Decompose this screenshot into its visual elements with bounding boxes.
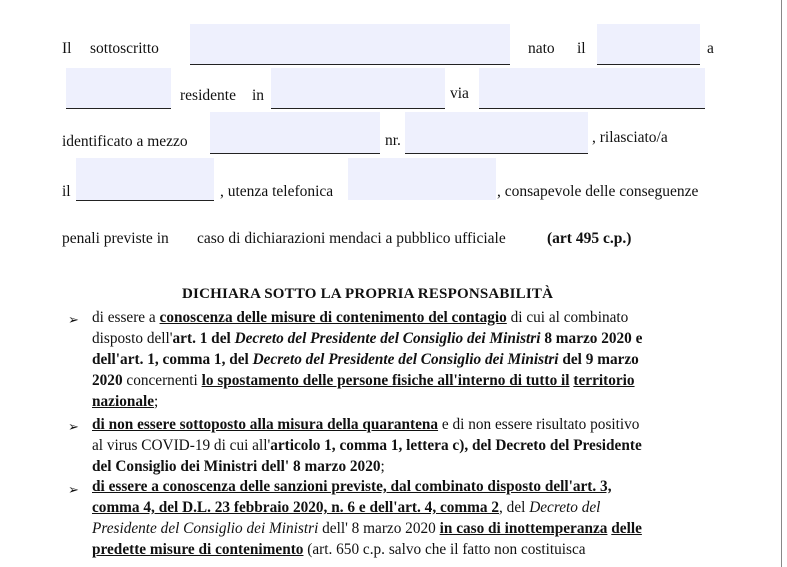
label-residente: residente [180,87,236,104]
label-in: in [252,87,265,104]
documento-field[interactable] [210,112,380,154]
label-a: a [707,40,714,57]
bullet1-line5: nazionale; [92,393,159,410]
label-art495: (art 495 c.p.) [547,230,632,247]
label-il-rilascio: il [62,183,71,200]
sottoscritto-field[interactable] [190,24,510,65]
label-rilasciato: , rilasciato/a [592,129,668,146]
label-dichiarazioni: caso di dichiarazioni mendaci a pubblico ufficiale [197,230,506,247]
section-heading: DICHIARA SOTTO LA PROPRIA RESPONSABILITÀ [182,286,554,302]
bullet2-line2: al virus COVID-19 di cui all'articolo 1, comma 1, lettera c), del Decreto del Presidente [92,437,642,454]
label-nato: nato [528,40,555,57]
bullet-icon: ➢ [68,312,79,327]
bullet1-line1: di essere a conoscenza delle misure di contenimento del contagio di cui al combinato [92,309,629,326]
bullet3-line2: comma 4, del D.L. 23 febbraio 2020, n. 6 e dell'art. 4, comma 2, del Decreto del [92,499,601,516]
data-rilascio-field[interactable] [76,158,214,201]
label-consapevole: , consapevole delle conseguenze [497,183,699,200]
bullet3-line3: Presidente del Consiglio dei Ministri dell' 8 marzo 2020 in caso di inottemperanza delle [92,520,642,537]
label-penali: penali previste in [62,230,169,247]
bullet1-line3: dell'art. 1, comma 1, del Decreto del Presidente del Consiglio dei Ministri del 9 marzo [92,351,639,368]
bullet-icon: ➢ [68,419,79,434]
luogo-nascita-field[interactable] [66,68,171,109]
label-via: via [450,85,469,102]
bullet1-line4: 2020 concernenti lo spostamento delle persone fisiche all'interno di tutto il territorio [92,372,635,389]
numero-documento-field[interactable] [405,112,588,154]
bullet3-line4: predette misure di contenimento (art. 650 c.p. salvo che il fatto non costituisca [92,541,586,558]
bullet3-line1: di essere a conoscenza delle sanzioni previste, dal combinato disposto dell'art. 3, [92,478,612,495]
label-il-nascita: il [577,40,586,57]
telefono-field[interactable] [348,158,496,200]
bullet2-line1: di non essere sottoposto alla misura della quarantena e di non essere risultato positivo [92,416,640,433]
label-sottoscritto: sottoscritto [90,40,159,57]
label-il: Il [62,40,72,57]
bullet-icon: ➢ [68,482,79,497]
page-edge-line [781,0,782,567]
label-nr: nr. [385,132,401,149]
bullet2-line3: del Consiglio dei Ministri dell' 8 marzo 2020; [92,458,385,475]
residenza-field[interactable] [271,68,445,109]
data-nascita-field[interactable] [597,24,700,65]
bullet1-line2: disposto dell'art. 1 del Decreto del Presidente del Consiglio dei Ministri 8 marzo 2020 e [92,330,643,347]
via-field[interactable] [479,68,705,109]
label-identificato: identificato a mezzo [62,133,188,150]
label-utenza: , utenza telefonica [220,183,334,200]
